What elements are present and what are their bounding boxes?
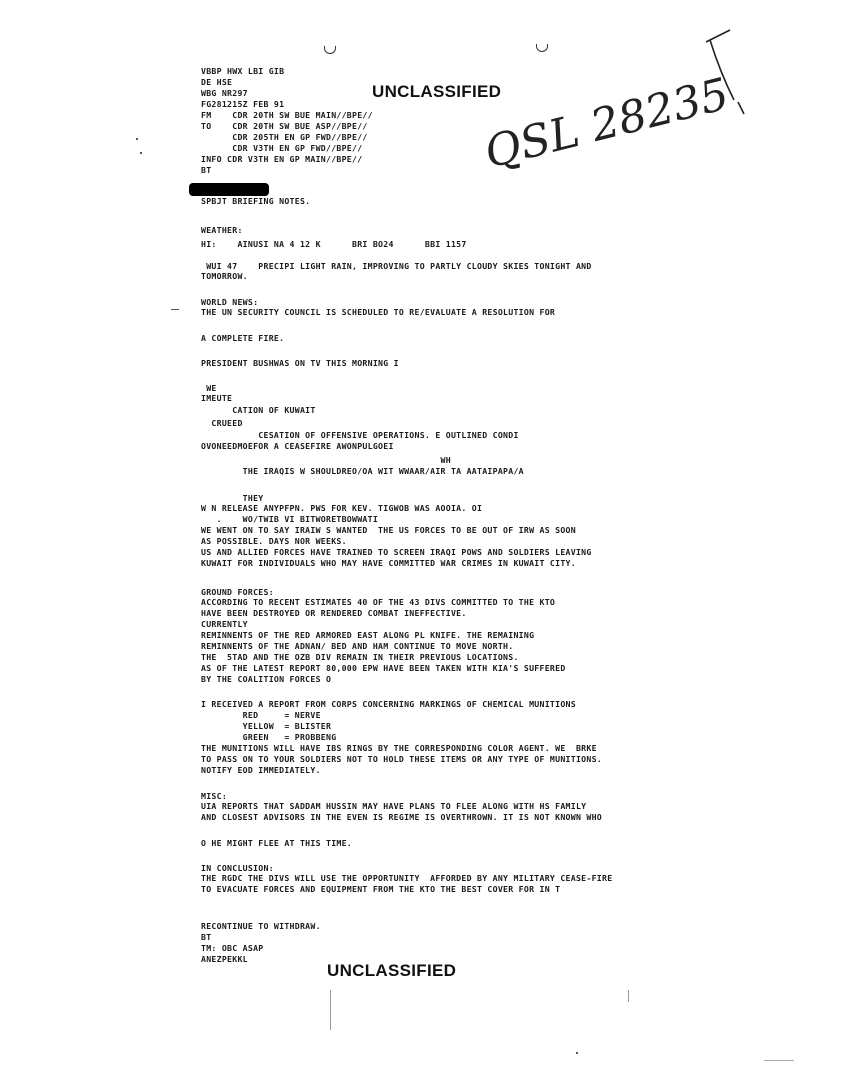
subject-line: SPBJT BRIEFING NOTES.: [201, 197, 311, 206]
header-line: FM CDR 20TH SW BUE MAIN//BPE//: [201, 111, 373, 120]
body-line: AND CLOSEST ADVISORS IN THE EVEN IS REGIME IS OVERTHROWN. IT IS NOT KNOWN WHO: [201, 813, 602, 822]
scan-speck: [140, 152, 142, 154]
body-line: PRESIDENT BUSHWAS ON TV THIS MORNING I: [201, 359, 399, 368]
body-line: AS POSSIBLE. DAYS NOR WEEKS.: [201, 537, 347, 546]
body-line: THE RGDC THE DIVS WILL USE THE OPPORTUNITY AFFORDED BY ANY MILITARY CEASE-FIRE: [201, 874, 613, 883]
body-line: TO EVACUATE FORCES AND EQUIPMENT FROM THE KTO THE BEST COVER FOR IN T: [201, 885, 561, 894]
scan-speck: [764, 1060, 794, 1061]
body-line: ACCORDING TO RECENT ESTIMATES 40 OF THE 43 DIVS COMMITTED TO THE KTO: [201, 598, 556, 607]
handwritten-id-text: QSL 28235: [479, 68, 734, 179]
body-line: WEATHER:: [201, 226, 243, 235]
body-line: RECONTINUE TO WITHDRAW.: [201, 922, 321, 931]
redaction-block: [189, 183, 269, 196]
body-line: GREEN = PROBBENG: [201, 733, 337, 742]
body-line: THEY: [201, 494, 264, 503]
scan-speck: [330, 990, 331, 1030]
body-line: O HE MIGHT FLEE AT THIS TIME.: [201, 839, 353, 848]
body-line: BY THE COALITION FORCES O: [201, 675, 332, 684]
body-line: HI: AINUSI NA 4 12 K BRI BO24 BBI 1157: [201, 240, 467, 249]
body-line: THE UN SECURITY COUNCIL IS SCHEDULED TO RE/EVALUATE A RESOLUTION FOR: [201, 308, 556, 317]
body-line: NOTIFY EOD IMMEDIATELY.: [201, 766, 321, 775]
body-line: I RECEIVED A REPORT FROM CORPS CONCERNING MARKINGS OF CHEMICAL MUNITIONS: [201, 700, 576, 709]
header-line: TO CDR 20TH SW BUE ASP//BPE//: [201, 122, 368, 131]
body-line: YELLOW = BLISTER: [201, 722, 332, 731]
body-line: UIA REPORTS THAT SADDAM HUSSIN MAY HAVE PLANS TO FLEE ALONG WITH HS FAMILY: [201, 802, 587, 811]
body-line: IN CONCLUSION:: [201, 864, 274, 873]
body-line: ANEZPEKKL: [201, 955, 248, 964]
body-line: THE MUNITIONS WILL HAVE IBS RINGS BY THE CORRESPONDING COLOR AGENT. WE BRKE: [201, 744, 597, 753]
body-line: REMINNENTS OF THE RED ARMORED EAST ALONG PL KNIFE. THE REMAINING: [201, 631, 535, 640]
body-line: GROUND FORCES:: [201, 588, 274, 597]
body-line: REMINNENTS OF THE ADNAN/ BED AND HAM CONTINUE TO MOVE NORTH.: [201, 642, 514, 651]
body-line: A COMPLETE FIRE.: [201, 334, 285, 343]
body-line: MISC:: [201, 792, 228, 801]
punch-hole-right: [536, 44, 548, 52]
header-line: VBBP HWX LBI GIB: [201, 67, 285, 76]
body-line: IMEUTE: [201, 394, 233, 403]
body-line: THE IRAQIS W SHOULDREO/OA WIT WWAAR/AIR TA AATAIPAPA/A: [201, 467, 524, 476]
body-line: BT: [201, 933, 212, 942]
body-line: W N RELEASE ANYPFPN. PWS FOR KEV. TIGWOB WAS AOOIA. OI: [201, 504, 483, 513]
body-line: . WO/TWIB VI BITWORETBOWWATI: [201, 515, 379, 524]
header-line: CDR V3TH EN GP FWD//BPE//: [201, 144, 363, 153]
body-line: TM: OBC ASAP: [201, 944, 264, 953]
header-line: INFO CDR V3TH EN GP MAIN//BPE//: [201, 155, 363, 164]
classification-bottom: UNCLASSIFIED: [327, 961, 457, 980]
header-line: WBG NR297: [201, 89, 248, 98]
body-line: CATION OF KUWAIT: [201, 406, 316, 415]
punch-hole-left: [324, 46, 336, 54]
body-line: US AND ALLIED FORCES HAVE TRAINED TO SCREEN IRAQI POWS AND SOLDIERS LEAVING: [201, 548, 592, 557]
body-line: TOMORROW.: [201, 272, 248, 281]
header-line: BT: [201, 166, 212, 175]
body-line: CESATION OF OFFENSIVE OPERATIONS. E OUTLINED CONDI: [201, 431, 519, 440]
body-line: WE WENT ON TO SAY IRAIW S WANTED THE US FORCES TO BE OUT OF IRW AS SOON: [201, 526, 576, 535]
body-line: THE 5TAD AND THE OZB DIV REMAIN IN THEIR PREVIOUS LOCATIONS.: [201, 653, 519, 662]
scan-speck: [136, 138, 138, 140]
body-line: TO PASS ON TO YOUR SOLDIERS NOT TO HOLD THESE ITEMS OR ANY TYPE OF MUNITIONS.: [201, 755, 602, 764]
scan-speck: [576, 1052, 578, 1054]
header-line: FG281215Z FEB 91: [201, 100, 285, 109]
body-line: KUWAIT FOR INDIVIDUALS WHO MAY HAVE COMMITTED WAR CRIMES IN KUWAIT CITY.: [201, 559, 576, 568]
body-line: RED = NERVE: [201, 711, 321, 720]
body-line: WE: [201, 384, 217, 393]
body-line: HAVE BEEN DESTROYED OR RENDERED COMBAT INEFFECTIVE.: [201, 609, 467, 618]
header-line: DE HSE: [201, 78, 233, 87]
header-line: CDR 205TH EN GP FWD//BPE//: [201, 133, 368, 142]
body-line: OVONEEDMOEFOR A CEASEFIRE AWONPULGOEI: [201, 442, 394, 451]
body-line: WUI 47 PRECIPI LIGHT RAIN, IMPROVING TO PARTLY CLOUDY SKIES TONIGHT AND: [201, 262, 592, 271]
body-line: AS OF THE LATEST REPORT 80,000 EPW HAVE BEEN TAKEN WITH KIA'S SUFFERED: [201, 664, 566, 673]
body-line: CURRENTLY: [201, 620, 248, 629]
classification-top: UNCLASSIFIED: [372, 82, 502, 101]
body-line: WH: [201, 456, 451, 465]
handwritten-slash-stroke: [700, 22, 750, 122]
body-line: CRUEED: [201, 419, 243, 428]
scan-speck: [171, 309, 179, 310]
scan-speck: [628, 990, 629, 1002]
body-line: WORLD NEWS:: [201, 298, 259, 307]
